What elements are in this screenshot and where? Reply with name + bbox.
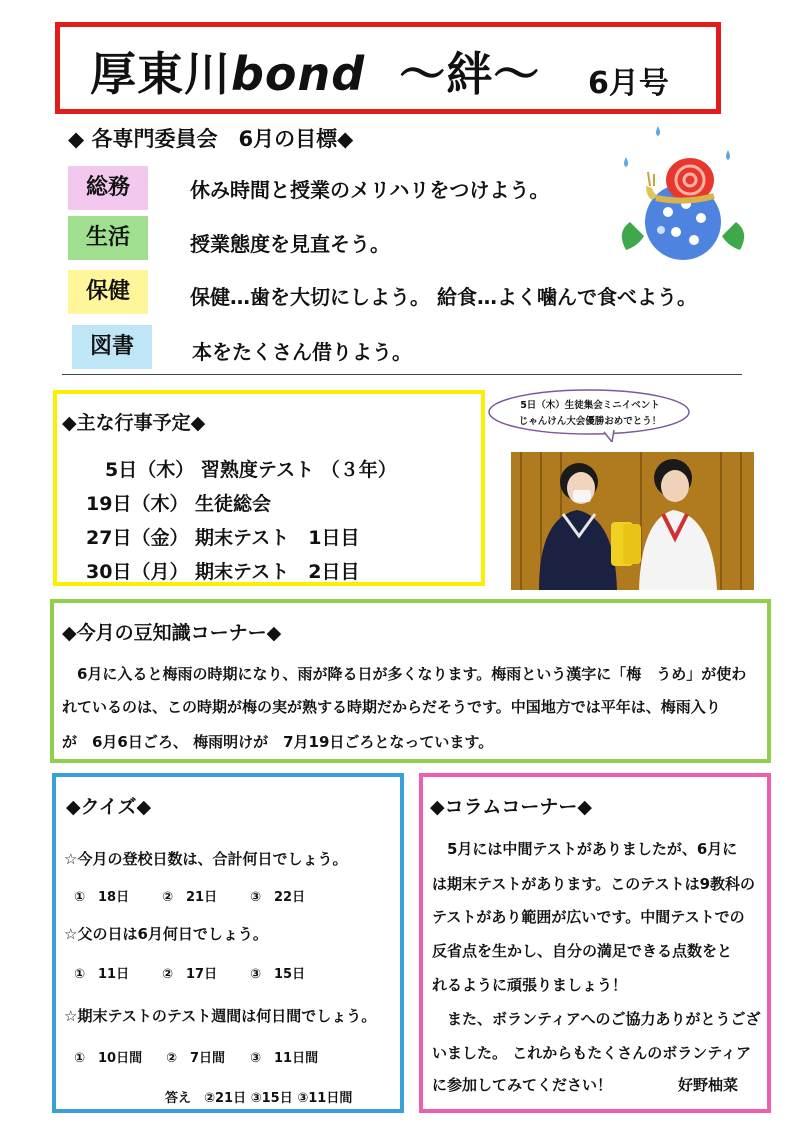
snail-hydrangea-illustration — [606, 122, 756, 267]
column-line: れるように頑張りましょう！ — [432, 976, 628, 994]
title-school: 厚東川 — [90, 47, 231, 101]
title-kizuna: ～絆～ — [399, 47, 541, 101]
committee-label-seikatsu: 生活 — [68, 216, 148, 260]
events-heading: ◆主な行事予定◆ — [62, 412, 206, 434]
quiz-answer: 答え ②21日 ③15日 ③11日間 — [165, 1091, 353, 1106]
committee-goal-soumu: 休み時間と授業のメリハリをつけよう。 — [190, 178, 550, 202]
issue-label: 6月号 — [588, 66, 669, 101]
column-line: 5月には中間テストがありましたが、6月に — [432, 840, 738, 858]
column-line: いました。 これからもたくさんのボランティア — [432, 1044, 752, 1062]
quiz-question: ☆父の日は6月何日でしょう。 — [64, 925, 268, 943]
column-line: テストがあり範囲が広いです。中間テストでの — [432, 908, 745, 926]
committee-goal-seikatsu: 授業態度を見直そう。 — [190, 232, 390, 256]
committee-label-tosho: 図書 — [72, 325, 152, 369]
column-author: 好野柚菜 — [678, 1076, 739, 1094]
column-line: に参加してみてください！ — [432, 1076, 613, 1094]
event-item: 27日（金） 期末テスト 1日目 — [86, 527, 360, 549]
quiz-option: ③ 22日 — [250, 890, 306, 905]
column-heading: ◆コラムコーナー◆ — [430, 796, 593, 818]
trivia-line: 6月に入ると梅雨の時期になり、雨が降る日が多くなります。梅雨という漢字に「梅 うめ」が使わ — [62, 665, 747, 683]
bubble-line: 5日（木）生徒集会ミニイベント — [520, 400, 660, 411]
committee-goal-hoken: 保健…歯を大切にしよう。 給食…よく噛んで食べよう。 — [190, 285, 697, 309]
column-line: 反省点を生かし、自分の満足できる点数をと — [432, 942, 733, 960]
committee-label-hoken: 保健 — [68, 270, 148, 314]
quiz-option: ① 10日間 — [74, 1051, 143, 1066]
quiz-option: ③ 11日間 — [250, 1051, 319, 1066]
column-line: は期末テストがあります。このテストは9教科の — [432, 875, 756, 893]
trivia-line: が 6月6日ごろ、 梅雨明けが 7月19日ごろとなっています。 — [62, 733, 494, 751]
trivia-heading: ◆今月の豆知識コーナー◆ — [62, 622, 282, 644]
bubble-caption — [500, 398, 680, 430]
goals-heading: ◆ 各専門委員会 6月の目標◆ — [68, 127, 354, 151]
quiz-option: ① 18日 — [74, 890, 130, 905]
newsletter-title — [90, 38, 540, 104]
quiz-option: ② 17日 — [162, 967, 218, 982]
quiz-heading: ◆クイズ◆ — [66, 796, 152, 818]
students-photo — [511, 452, 754, 590]
section-divider — [62, 374, 742, 375]
title-latin: bond — [231, 47, 366, 101]
event-item: 5日（木） 習熟度テスト （３年） — [86, 459, 397, 481]
bubble-line: じゃんけん大会優勝おめでとう！ — [518, 416, 662, 427]
quiz-option: ③ 15日 — [250, 967, 306, 982]
quiz-option: ② 7日間 — [166, 1051, 226, 1066]
column-line: また、ボランティアへのご協力ありがとうござ — [432, 1010, 761, 1028]
event-item: 30日（月） 期末テスト 2日目 — [86, 561, 360, 583]
quiz-option: ② 21日 — [162, 890, 218, 905]
quiz-question: ☆今月の登校日数は、合計何日でしょう。 — [64, 850, 348, 868]
committee-label-soumu: 総務 — [68, 166, 148, 210]
event-item: 19日（木） 生徒総会 — [86, 493, 272, 515]
trivia-line: れているのは、この時期が梅の実が熟する時期だからだそうです。中国地方では平年は、梅雨入り — [62, 698, 721, 716]
quiz-question: ☆期末テストのテスト週間は何日間でしょう。 — [64, 1007, 377, 1025]
committee-goal-tosho: 本をたくさん借りよう。 — [192, 340, 412, 364]
quiz-option: ① 11日 — [74, 967, 130, 982]
